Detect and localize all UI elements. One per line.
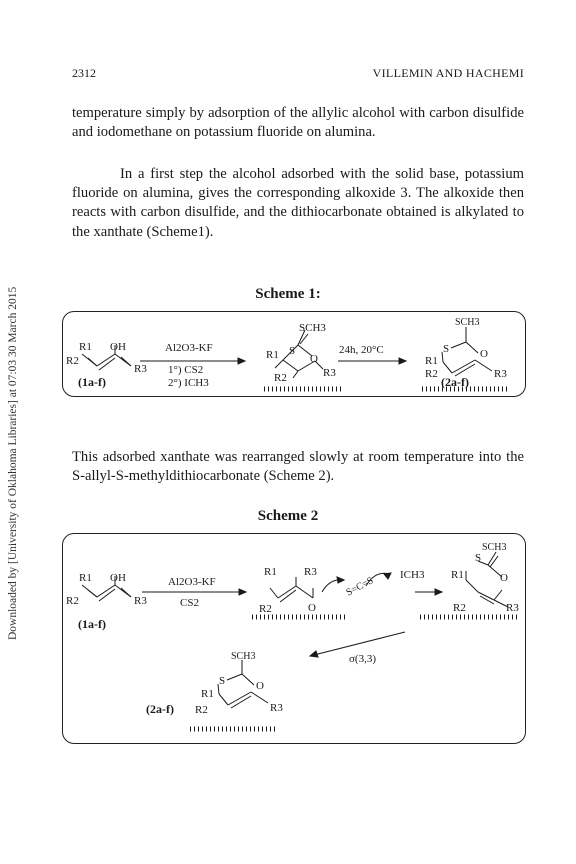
page-number: 2312 bbox=[72, 66, 96, 80]
scheme1-condition: 24h, 20°C bbox=[339, 344, 384, 356]
scheme1-int-r2-label: R2 bbox=[274, 372, 287, 384]
scheme2-xan-o-label: O bbox=[500, 572, 508, 584]
scheme2-xan-s-label: S bbox=[475, 552, 482, 564]
scheme2-prod-r3-label: R3 bbox=[270, 702, 283, 714]
scheme2-compound-2af: (2a-f) bbox=[146, 702, 174, 716]
scheme1-int-r1-label: R1 bbox=[266, 349, 279, 361]
scheme2-xan-r2-label: R2 bbox=[453, 602, 466, 614]
scheme2-reagent-bottom: CS2 bbox=[180, 597, 199, 609]
scheme2-r1-label: R1 bbox=[79, 572, 92, 584]
scheme1-s-label: S bbox=[289, 345, 296, 357]
download-notice: Downloaded by [University of Oklahoma Libraries] at 07:03 30 March 2015 bbox=[7, 286, 19, 640]
scheme2-xan-r3-label: R3 bbox=[506, 602, 519, 614]
scheme1-o-label: O bbox=[310, 353, 318, 365]
scheme1-reagent-step2: 2°) ICH3 bbox=[168, 377, 209, 389]
scheme1-prod-r1-label: R1 bbox=[425, 355, 438, 367]
scheme1-prod-sch3-label: SCH3 bbox=[455, 317, 480, 328]
scheme-2-title: Scheme 2 bbox=[257, 508, 319, 524]
scheme2-prod-sch3-label: SCH3 bbox=[231, 651, 256, 662]
running-title: VILLEMIN AND HACHEMI bbox=[372, 66, 524, 80]
scheme2-alk-r1-label: R1 bbox=[264, 566, 277, 578]
scheme1-compound-1af: (1a-f) bbox=[78, 375, 106, 389]
scheme2-alk-r3-label: R3 bbox=[304, 566, 317, 578]
scheme2-r3-label: R3 bbox=[134, 595, 147, 607]
scheme1-oh-label: OH bbox=[110, 341, 126, 353]
scheme2-rearrangement-label: σ(3,3) bbox=[349, 653, 377, 665]
scheme2-prod-r1-label: R1 bbox=[201, 688, 214, 700]
scheme2-alkylating-agent: ICH3 bbox=[400, 569, 425, 581]
scheme1-r1-label: R1 bbox=[79, 341, 92, 353]
scheme1-int-r3-label: R3 bbox=[323, 367, 336, 379]
scheme1-reagent-step1: 1°) CS2 bbox=[168, 364, 204, 376]
scheme1-r3-label: R3 bbox=[134, 363, 147, 375]
scheme2-compound-1af: (1a-f) bbox=[78, 617, 106, 631]
scheme1-prod-s-label: S bbox=[443, 343, 450, 355]
scheme1-prod-r3-label: R3 bbox=[494, 368, 507, 380]
scheme1-prod-r2-label: R2 bbox=[425, 368, 438, 380]
paragraph: temperature simply by adsorption of the allylic alcohol with carbon disulfide and iodomethane on potassium fluoride on alumina. bbox=[72, 105, 524, 141]
scheme2-reagent-top: Al2O3-KF bbox=[168, 576, 216, 588]
scheme1-compound-2af: (2a-f) bbox=[441, 375, 469, 389]
scheme2-alk-r2-label: R2 bbox=[259, 603, 272, 615]
scheme-1-title: Scheme 1: bbox=[255, 286, 321, 302]
scheme2-xan-r1-label: R1 bbox=[451, 569, 464, 581]
scheme2-alkoxide-o-label: O bbox=[308, 602, 316, 614]
scheme2-cs2-fragment: S=C=S bbox=[344, 575, 376, 599]
scheme2-oh-label: OH bbox=[110, 572, 126, 584]
scheme1-prod-o-label: O bbox=[480, 348, 488, 360]
scheme1-sch3-label: SCH3 bbox=[299, 322, 326, 334]
scheme2-prod-r2-label: R2 bbox=[195, 704, 208, 716]
paragraph: This adsorbed xanthate was rearranged slowly at room temperature into the S-allyl-S-methyldithiocarbonate (Scheme 2). bbox=[72, 449, 524, 485]
scheme1-r2-label: R2 bbox=[66, 355, 79, 367]
scheme2-xan-sch3-label: SCH3 bbox=[482, 542, 507, 553]
scheme2-prod-s-label: S bbox=[219, 675, 226, 687]
paragraph: In a first step the alcohol adsorbed with the solid base, potassium fluoride on alumina, gives the corresponding alkoxide 3. The alkoxide then reacts with carbon disulfide, and the dithiocarbonate obtained is alkylated to the xanthate (Scheme1). bbox=[72, 166, 524, 240]
scheme2-prod-o-label: O bbox=[256, 680, 264, 692]
scheme1-reagent-top: Al2O3-KF bbox=[165, 342, 213, 354]
scheme2-r2-label: R2 bbox=[66, 595, 79, 607]
